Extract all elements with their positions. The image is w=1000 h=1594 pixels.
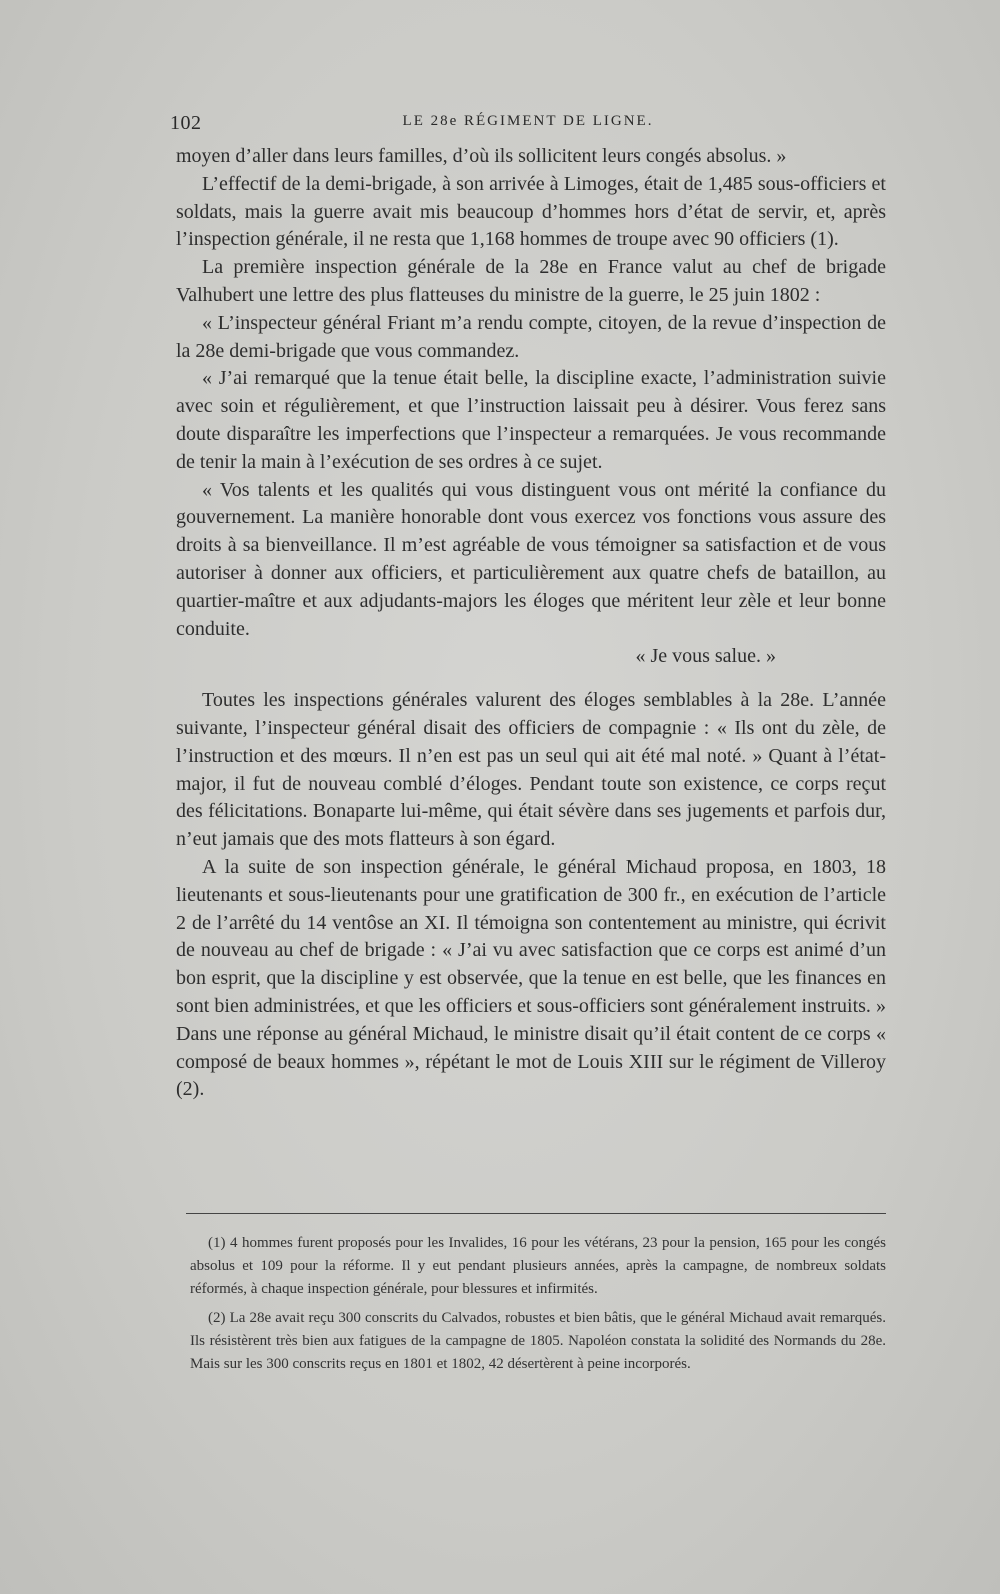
paragraph: La première inspection générale de la 28e en France valut au chef de brigade Valhubert une lettre des plus flatteuses du ministre de la guerre, le 25 juin 1802 : (176, 256, 886, 306)
running-title: LE 28e RÉGIMENT DE LIGNE. (402, 113, 654, 129)
letter-closing: « Je vous salue. » (635, 645, 776, 668)
footnotes (190, 1232, 886, 1382)
paragraph: A la suite de son inspection générale, le général Michaud proposa, en 1803, 18 lieutenants et sous-lieutenants pour une gratification de 300 fr., en exécution de l’article 2 de l’arrêté du 14 ventôse an XI. Il témoigna son contentement au ministre, qui écrivit de nouveau au chef de brigade : « J’ai vu avec satisfaction que ce corps est animé d’un bon esprit, que la discipline y est observée, que la tenue en est belle, que les finances en sont bien administrées, et que les officiers et sous-officiers sont généralement instruits. » Dans une réponse au général Michaud, le ministre disait qu’il était content de ce corps « composé de beaux hommes », répétant le mot de Louis XIII sur le régiment de Villeroy (2). (176, 855, 886, 1101)
paragraph: « Vos talents et les qualités qui vous distinguent vous ont mérité la confiance du gouvernement. La manière honorable dont vous exercez vos fonctions vous assure des droits à sa bienveillance. Il m’est agréable de vous témoigner sa satisfaction et de vous autoriser à donner aux officiers, et particulièrement aux quatre chefs de bataillon, au quartier-maître et aux adjudants-majors les éloges que méritent leur zèle et leur bonne conduite. (176, 478, 886, 640)
page-number: 102 (170, 112, 202, 134)
paragraph: Toutes les inspections générales valurent des éloges semblables à la 28e. L’année suivante, l’inspecteur général disait des officiers de compagnie : « Ils ont du zèle, de l’instruction et des mœurs. Il n’en est pas un seul qui ait été mal noté. » Quant à l’état-major, il fut de nouveau comblé d’éloges. Pendant toute son existence, ce corps reçut des félicitations. Bonaparte lui-même, qui était sévère dans ses jugements et parfois dur, n’eut jamais que des mots flatteurs à son égard. (176, 689, 886, 851)
footnote: (2) La 28e avait reçu 300 conscrits du Calvados, robustes et bien bâtis, que le général Michaud avait remarqués. Ils résistèrent très bien aux fatigues de la campagne de 1805. Napoléon constata la solidité des Normands du 28e. Mais sur les 300 conscrits reçus en 1801 et 1802, 42 désertèrent à peine incorporés. (190, 1310, 886, 1372)
footnote-divider (186, 1213, 886, 1214)
paragraph: L’effectif de la demi-brigade, à son arrivée à Limoges, était de 1,485 sous-officiers et soldats, mais la guerre avait mis beaucoup d’hommes hors d’état de servir, et, après l’inspection générale, il ne resta que 1,168 hommes de troupe avec 90 officiers (1). (176, 172, 886, 251)
paragraph: « L’inspecteur général Friant m’a rendu compte, citoyen, de la revue d’inspection de la 28e demi-brigade que vous commandez. (176, 311, 886, 362)
paragraph: « J’ai remarqué que la tenue était belle, la discipline exacte, l’administration suivie avec soin et régulièrement, et que l’instruction laissait peu à désirer. Vous ferez sans doute disparaître les imperfections que l’inspecteur a remarquées. Je vous recommande de tenir la main à l’exécution de ses ordres à ce sujet. (176, 367, 886, 473)
body-text (176, 143, 886, 1104)
page-header (170, 112, 886, 136)
paragraph: moyen d’aller dans leurs familles, d’où ils sollicitent leurs congés absolus. » (176, 145, 787, 167)
footnote: (1) 4 hommes furent proposés pour les Invalides, 16 pour les vétérans, 23 pour la pension, 165 pour les congés absolus et 109 pour la réforme. Il y eut pendant plusieurs années, après la campagne, de nombreux soldats réformés, à chaque inspection générale, pour blessures et infirmités. (190, 1235, 886, 1297)
